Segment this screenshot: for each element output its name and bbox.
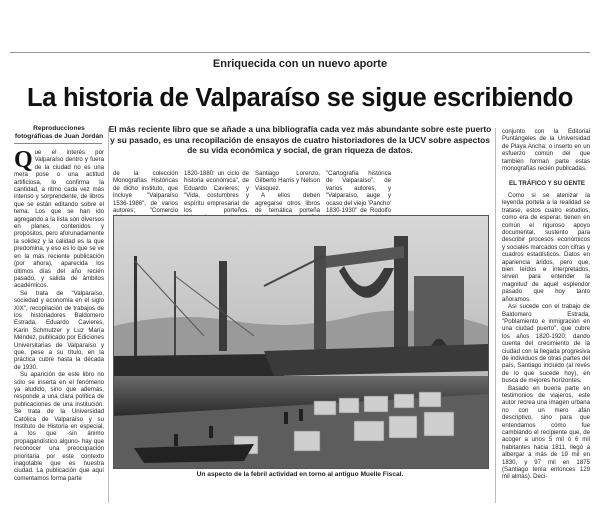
column-2: de la colección Monografías Históricas de dicho instituto, que incluye "Valparaíso 1536-1986", de varios autores; "Comercio bbox=[113, 170, 178, 215]
column-6-text-2: Como si se atenizar la leyenda portela a la realidad se tratase, estos cuatro estudios, como era de esperar, tienen en común el riguroso apoyo documental, sustento para describir procesos económicos y sociales marcados con cifras y cuadros estadísticos. Datos en apariencia áridos, pero que, bien leídos e interpretados, sirven para entender la magnitud de aquel esplendor pasado que hoy tanto añoramos. bbox=[502, 192, 590, 303]
column-6 bbox=[502, 128, 590, 172]
column-rule-right bbox=[495, 128, 496, 503]
harbor-photo bbox=[113, 215, 489, 469]
column-1-text: ue el interés por Valparaíso dentro y fuera de la ciudad no es una mera pose o una actitud artificiosa, lo confirma la cantidad, a ritmo cada vez más intenso y sorprendente, de libros que se están editando sobre el tema. Los que se han ido agregando a la lista son diversos en planes, contenidos y propósitos, pero aforunadamente la solidez y la calidad es la que predomina, y eso es lo que se ve en la más reciente publicación (por ahora), aparecida los últimos días del año recién pasado, y salida de ámbitos académicos. bbox=[14, 149, 104, 290]
top-rule bbox=[10, 52, 590, 53]
photo-credit: Reproducciones fotográficas de Juan Jordán bbox=[14, 125, 104, 140]
column-6-text: conjunto con la Editorial Puntángeles de la Universidad de Playa Ancha; o inserto en un esfuerzo común del que también forman parte estas monografías recién publicadas. bbox=[502, 128, 590, 173]
column-1-text-2: Se trata de "Valparaíso, sociedad y economía en el siglo XIX", recopilación de trabajos de los historiadores Baldomero Estrada, Eduardo Cavieres, Karin Schmutzer y Luz María Méndez, publicado por Ediciones Universitarias de Valparaíso y que, pese a su título, en la práctica cubre hasta la década de 1930. bbox=[14, 289, 104, 371]
column-6-text-3: Así sucede con el trabajo de Baldomero Estrada, "Poblamiento e inmigración en una ciudad puerto", que cubre los años 1820-1920, dando cuenta del crecimiento de la ciudad con la llegada progresiva de individuos de otras partes del país, Santiago incluido (al revés de lo que sucede hoy), en busca de mejores horizontes. bbox=[502, 303, 590, 385]
dropcap: Q bbox=[14, 147, 33, 173]
column-6-text-4: Basado en buena parte en testimonios de viajeros, este autor recrea una imagen urbana no con un mero afán descriptivo, sino para que entendamos cómo fue cambiando el recipiente que, de acoger a unos 5 mil ó 6 mil habitantes hacia 1811, llegó a albergar a más de 19 mil en 1830, y 97 mil en 1875 (Santiago tenía entonces 129 mil almas). Deci- bbox=[502, 384, 590, 481]
column-4-text: Santiago Lorenzo, Gilberto Harris y Nelson Vásquez. bbox=[255, 170, 320, 192]
photo-caption: Un aspecto de la febril actividad en torno al antiguo Muelle Fiscal. bbox=[196, 471, 404, 478]
column-1-text-3: Su aparición de este libro no sólo se inserta en el fenómeno ya aludido, sino que además, responde a una clara política de publicaciones de una institución. Se trata de la Universidad Católica de Valparaíso y su Instituto de Historia en especial, a los que -sin ánimo propagandístico alguno- hay que reconocer una preocupación prioritaria por este contexto inagotable que es nuestra ciudad. La publicación que aquí comentamos forma parte bbox=[14, 371, 104, 482]
column-3: 1820-1880: un ciclo de historia económica", de Eduardo Cavieres; y "Vida, costumbres y espíritu empresarial de los porteños. bbox=[184, 170, 249, 215]
column-1 bbox=[14, 149, 104, 482]
column-5: "Cartografía histórica de Valparaíso", de varios autores, y "Valparaíso, auge y ocaso del viejo 'Pancho' 1830-1930" de Rodolfo bbox=[326, 170, 391, 215]
column-6-lower bbox=[502, 192, 590, 481]
lead-paragraph: El más reciente libro que se añade a una bibliografía cada vez más abundante sobre este puerto y su pasado, es una recopilación de ensayos de cuatro historiadores de la UCV sobre aspectos de su vida económica y social, de gran riqueza de datos. bbox=[108, 124, 492, 156]
column-4-text-2: A ellos deben agregarse otros libros de temática porteña bbox=[255, 192, 320, 215]
kicker: Enriquecida con un nuevo aporte bbox=[212, 58, 388, 70]
credit-rule bbox=[14, 143, 102, 144]
headline: La historia de Valparaíso se sigue escribiendo bbox=[27, 84, 573, 112]
harbor-photo-drawing bbox=[114, 216, 488, 468]
section-subhead: EL TRÁFICO Y SU GENTE bbox=[509, 180, 585, 187]
column-rule bbox=[108, 128, 109, 503]
